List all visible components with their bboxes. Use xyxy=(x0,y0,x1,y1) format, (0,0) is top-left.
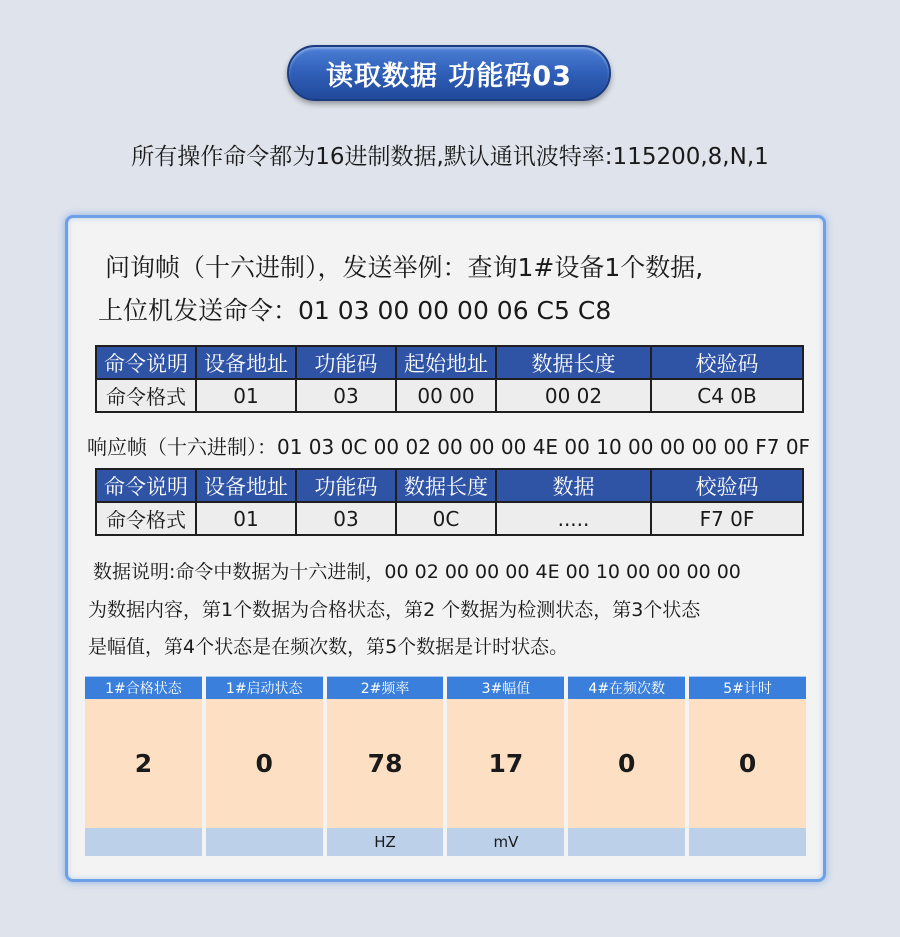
table-header-cell: 功能码 xyxy=(296,469,396,502)
reading-unit xyxy=(568,828,685,856)
data-description-line-3: 是幅值，第4个状态是在频次数，第5个数据是计时状态。 xyxy=(88,636,569,658)
reading-value: 17 xyxy=(447,699,564,828)
reading-cell xyxy=(568,676,685,856)
request-table-row xyxy=(96,379,803,412)
reading-label: 1#合格状态 xyxy=(85,676,202,699)
response-frame-line: 响应帧（十六进制）：01 03 0C 00 02 00 00 00 4E 00 10 00 00 00 00 F7 0F xyxy=(87,435,811,459)
table-header-cell: 命令说明 xyxy=(96,469,196,502)
table-cell: 00 02 xyxy=(496,379,651,412)
table-cell: 命令格式 xyxy=(96,502,196,535)
reading-unit: mV xyxy=(447,828,564,856)
reading-cell xyxy=(447,676,564,856)
table-cell: 01 xyxy=(196,502,296,535)
protocol-subtitle: 所有操作命令都为16进制数据,默认通讯波特率:115200,8,N,1 xyxy=(131,144,769,170)
data-description-line-2: 为数据内容，第1个数据为合格状态，第2 个数据为检测状态，第3个状态 xyxy=(88,599,701,621)
response-table-row xyxy=(96,502,803,535)
table-header-cell: 数据长度 xyxy=(496,346,651,379)
table-cell: ..... xyxy=(496,502,651,535)
response-table xyxy=(95,468,804,536)
page-title: 读取数据 功能码03 xyxy=(287,45,611,101)
table-cell: C4 0B xyxy=(651,379,803,412)
table-header-cell: 数据长度 xyxy=(396,469,496,502)
reading-unit xyxy=(85,828,202,856)
reading-value: 0 xyxy=(689,699,806,828)
readings-display xyxy=(85,676,806,856)
request-table xyxy=(95,345,804,413)
reading-value: 0 xyxy=(206,699,323,828)
table-header-cell: 数据 xyxy=(496,469,651,502)
table-header-cell: 校验码 xyxy=(651,346,803,379)
table-cell: 00 00 xyxy=(396,379,496,412)
reading-label: 1#启动状态 xyxy=(206,676,323,699)
table-header-cell: 命令说明 xyxy=(96,346,196,379)
query-line-1: 问询帧（十六进制），发送举例：查询1#设备1个数据, xyxy=(105,253,704,282)
table-cell: 0C xyxy=(396,502,496,535)
table-header-cell: 起始地址 xyxy=(396,346,496,379)
reading-label: 4#在频次数 xyxy=(568,676,685,699)
response-table-header xyxy=(96,469,803,502)
table-header-cell: 校验码 xyxy=(651,469,803,502)
query-line-2: 上位机发送命令：01 03 00 00 00 06 C5 C8 xyxy=(98,296,612,325)
request-table-header xyxy=(96,346,803,379)
reading-value: 2 xyxy=(85,699,202,828)
reading-label: 3#幅值 xyxy=(447,676,564,699)
table-cell: F7 0F xyxy=(651,502,803,535)
table-cell: 命令格式 xyxy=(96,379,196,412)
reading-cell xyxy=(327,676,444,856)
reading-unit xyxy=(206,828,323,856)
reading-cell xyxy=(206,676,323,856)
reading-unit: HZ xyxy=(327,828,444,856)
table-header-cell: 功能码 xyxy=(296,346,396,379)
table-header-cell: 设备地址 xyxy=(196,469,296,502)
reading-cell xyxy=(85,676,202,856)
reading-label: 5#计时 xyxy=(689,676,806,699)
reading-unit xyxy=(689,828,806,856)
table-cell: 01 xyxy=(196,379,296,412)
reading-value: 78 xyxy=(327,699,444,828)
reading-value: 0 xyxy=(568,699,685,828)
data-description-line-1: 数据说明:命令中数据为十六进制，00 02 00 00 00 4E 00 10 00 00 00 00 xyxy=(93,561,741,583)
reading-cell xyxy=(689,676,806,856)
table-cell: 03 xyxy=(296,502,396,535)
table-header-cell: 设备地址 xyxy=(196,346,296,379)
table-cell: 03 xyxy=(296,379,396,412)
reading-label: 2#频率 xyxy=(327,676,444,699)
